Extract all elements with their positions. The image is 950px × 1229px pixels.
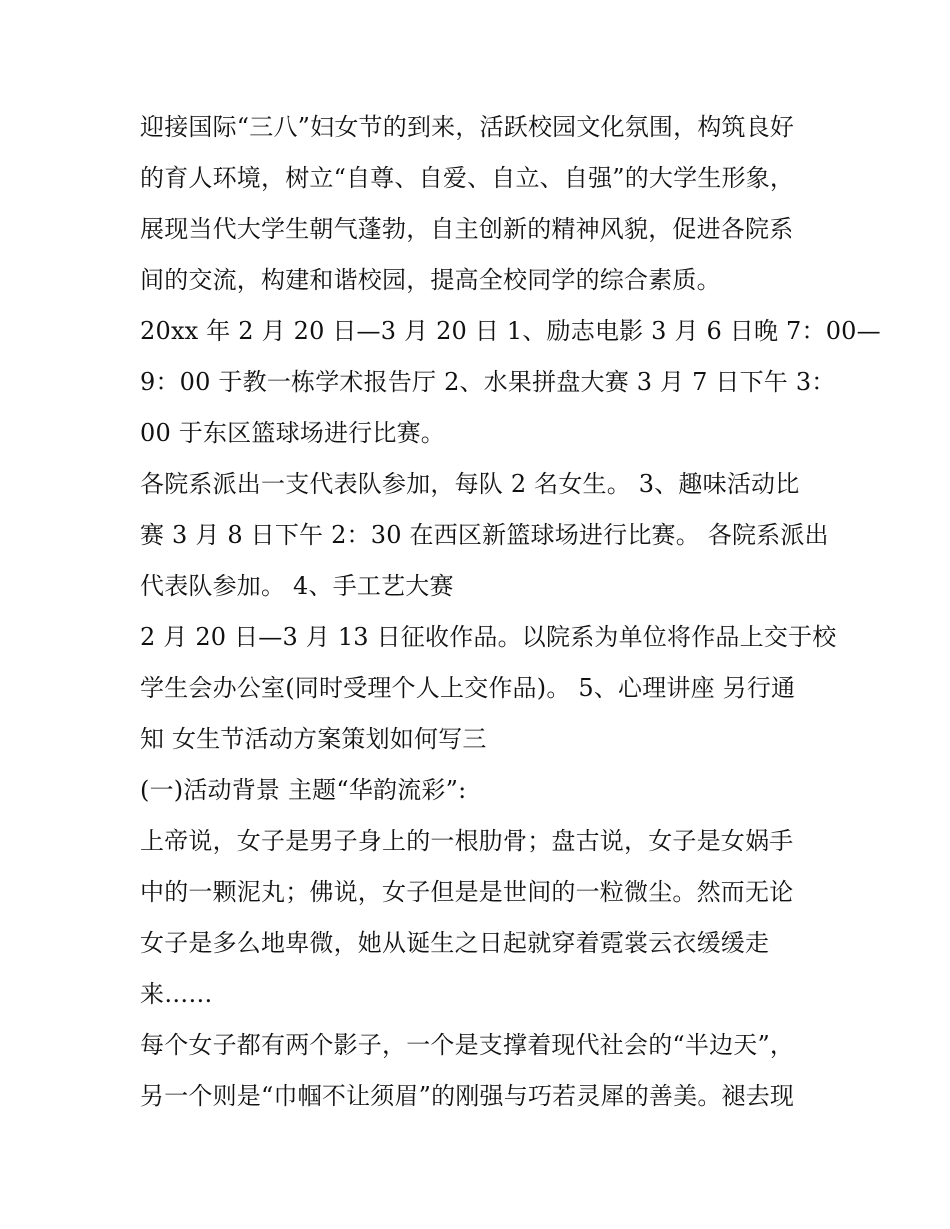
text-line: 中的一颗泥丸；佛说，女子但是是世间的一粒微尘。然而无论	[140, 878, 794, 906]
text-line: 迎接国际“三八”妇女节的到来，活跃校园文化氛围，构筑良好	[140, 113, 795, 141]
text-line: 9：00 于教一栋学术报告厅 2、水果拼盘大赛 3 月 7 日下午 3：	[140, 368, 836, 396]
text-line: (一)活动背景 主题“华韵流彩”:	[140, 776, 467, 804]
text-line: 20xx 年 2 月 20 日—3 月 20 日 1、励志电影 3 月 6 日晚 7：00—	[140, 317, 881, 345]
text-line: 代表队参加。 4、手工艺大赛	[140, 572, 454, 600]
text-line: 2 月 20 日—3 月 13 日征收作品。以院系为单位将作品上交于校	[140, 623, 837, 651]
text-line: 赛 3 月 8 日下午 2：30 在西区新篮球场进行比赛。 各院系派出	[140, 521, 829, 549]
text-line: 每个女子都有两个影子，一个是支撑着现代社会的“半边天”，	[140, 1031, 795, 1059]
text-line: 知 女生节活动方案策划如何写三	[140, 725, 487, 753]
text-line: 00 于东区篮球场进行比赛。	[140, 419, 445, 447]
text-line: 学生会办公室(同时受理个人上交作品)。 5、心理讲座 另行通	[140, 674, 796, 702]
text-line: 女子是多么地卑微，她从诞生之日起就穿着霓裳云衣缓缓走	[140, 929, 770, 957]
text-line: 各院系派出一支代表队参加，每队 2 名女生。 3、趣味活动比	[140, 470, 800, 498]
text-line: 另一个则是“巾帼不让须眉”的刚强与巧若灵犀的善美。褪去现	[140, 1082, 795, 1110]
text-line: 展现当代大学生朝气蓬勃，自主创新的精神风貌，促进各院系	[140, 215, 794, 243]
document-body	[140, 102, 881, 1122]
text-line: 间的交流，构建和谐校园，提高全校同学的综合素质。	[140, 266, 721, 294]
text-line: 来……	[140, 980, 213, 1008]
text-line: 上帝说，女子是男子身上的一根肋骨；盘古说，女子是女娲手	[140, 827, 794, 855]
text-line: 的育人环境，树立“自尊、自爱、自立、自强”的大学生形象，	[140, 164, 795, 192]
